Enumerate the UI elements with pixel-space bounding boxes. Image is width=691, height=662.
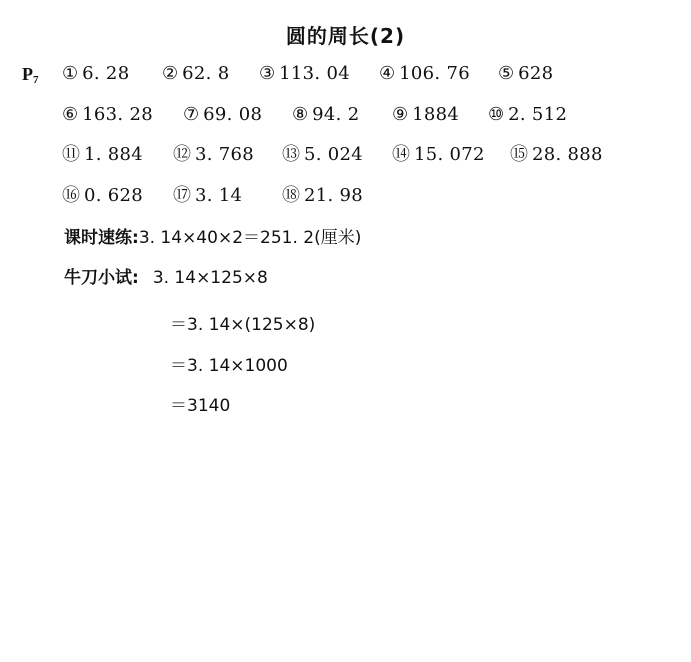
answer-number: ⑧ <box>292 103 309 125</box>
answer-item <box>62 141 143 169</box>
answer-list <box>62 60 682 222</box>
answer-value: 628 <box>518 63 554 84</box>
answer-item <box>392 101 459 129</box>
answer-value: 94. 2 <box>312 103 360 125</box>
answer-number: ⑭ <box>392 144 410 165</box>
page-number-label <box>22 64 39 86</box>
calculation-step: ＝3. 14×(125×8) <box>170 315 316 335</box>
answer-number: ⑮ <box>510 144 528 165</box>
practice-colon: : <box>132 228 139 248</box>
trial-steps <box>170 305 315 427</box>
calculation-step: ＝3140 <box>170 396 231 416</box>
answer-row <box>62 101 682 142</box>
trial-section <box>64 264 268 292</box>
answer-value: 1. 884 <box>84 144 144 165</box>
answer-number: ⑨ <box>392 103 409 125</box>
calculation-step: ＝3. 14×1000 <box>170 355 288 376</box>
answer-row <box>62 60 682 101</box>
answer-number: ⑩ <box>488 103 505 125</box>
trial-colon: : <box>132 268 139 288</box>
answer-item <box>510 141 603 169</box>
page-title: 圆的周长(2) <box>285 24 406 48</box>
answer-value: 6. 28 <box>82 63 130 84</box>
answer-number: ⑦ <box>183 103 200 125</box>
answer-item <box>379 60 470 88</box>
answer-number: ② <box>162 63 179 84</box>
answer-value: 15. 072 <box>414 144 485 165</box>
answer-item <box>488 101 567 129</box>
answer-item <box>392 141 485 169</box>
trial-expression: 3. 14×125×8 <box>152 268 268 288</box>
answer-number: ⑪ <box>62 144 80 165</box>
answer-item <box>498 60 553 88</box>
answer-item <box>173 182 242 210</box>
answer-number: ③ <box>259 63 276 84</box>
answer-value: 62. 8 <box>182 63 230 84</box>
answer-item <box>259 60 350 88</box>
answer-value: 106. 76 <box>399 63 470 84</box>
answer-value: 21. 98 <box>304 184 364 206</box>
answer-value: 3. 14 <box>195 184 243 206</box>
answer-row <box>62 141 682 182</box>
answer-number: ⑤ <box>498 63 515 84</box>
practice-section <box>64 224 361 252</box>
answer-value: 1884 <box>412 103 460 125</box>
answer-value: 163. 28 <box>82 103 153 125</box>
answer-row <box>62 182 682 223</box>
answer-value: 0. 628 <box>84 184 144 206</box>
answer-value: 5. 024 <box>304 144 364 165</box>
answer-number: ① <box>62 63 79 84</box>
answer-number: ⑥ <box>62 103 79 125</box>
practice-answer: 3. 14×40×2＝251. 2(厘米) <box>138 228 362 248</box>
answer-item <box>292 101 359 129</box>
answer-item <box>62 101 153 129</box>
answer-value: 3. 768 <box>195 144 255 165</box>
answer-number: ⑬ <box>282 144 300 165</box>
answer-value: 2. 512 <box>508 103 568 125</box>
answer-value: 69. 08 <box>203 103 263 125</box>
answer-number: ⑫ <box>173 144 191 165</box>
trial-label: 牛刀小试 <box>64 268 132 288</box>
answer-item <box>282 141 363 169</box>
answer-item <box>62 182 143 210</box>
answer-number: ⑯ <box>62 184 80 206</box>
practice-label: 课时速练 <box>64 228 132 248</box>
answer-number: ⑱ <box>282 184 300 206</box>
page-number: 7 <box>33 74 39 86</box>
answer-item <box>183 101 262 129</box>
answer-value: 28. 888 <box>532 144 603 165</box>
answer-number: ⑰ <box>173 184 191 206</box>
answer-item <box>62 60 129 88</box>
page-prefix: P <box>22 64 33 84</box>
answer-number: ④ <box>379 63 396 84</box>
answer-value: 113. 04 <box>279 63 350 84</box>
answer-item <box>162 60 229 88</box>
answer-item <box>282 182 363 210</box>
answer-item <box>173 141 254 169</box>
